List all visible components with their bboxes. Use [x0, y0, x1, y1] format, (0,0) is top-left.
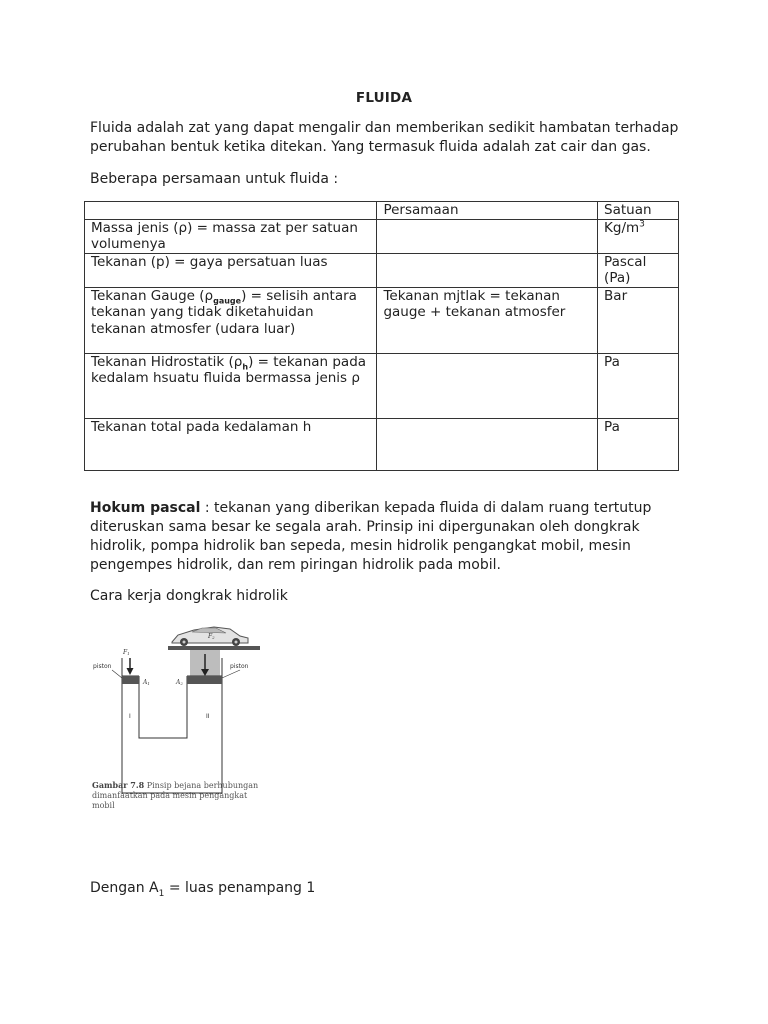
header-cell-persamaan: Persamaan — [377, 202, 598, 220]
header-cell-satuan: Satuan — [598, 202, 679, 220]
row-persamaan — [377, 253, 598, 287]
row-persamaan: Tekanan mjtlak = tekanan gauge + tekanan atmosfer — [377, 287, 598, 353]
row-satuan: Bar — [598, 287, 679, 353]
row-description: Tekanan Hidrostatik $(\rho_h)$ = tekanan pada kedalam hsuatu fluida bermassa jenis ρ — [85, 353, 377, 418]
figure-caption: Gambar 7.8 Pinsip bejana berhubungan dimanfaatkan pada mesin pengangkat mobil — [92, 780, 259, 810]
pointer-right — [222, 670, 240, 678]
row-description: Massa jenis (ρ) = massa zat per satuan volumenya — [85, 219, 377, 253]
table-header-row — [85, 202, 679, 220]
table-row — [85, 287, 679, 353]
piston-right — [187, 676, 222, 684]
intro-paragraph: Fluida adalah zat yang dapat mengalir dan memberikan sedikit hambatan terhadap perubahan bentuk ketika ditekan. Yang termasuk fluida adalah zat cair dan gas. — [90, 120, 679, 155]
row-satuan: Pa — [598, 353, 679, 418]
row-description: Tekanan (p) = gaya persatuan luas — [85, 253, 377, 287]
piston-left — [122, 676, 139, 684]
chamber-label-1: I — [129, 713, 131, 720]
row-satuan: Pa — [598, 418, 679, 470]
piston-label-right: piston — [230, 663, 249, 670]
platform — [168, 646, 260, 650]
a1-label: A1 — [143, 679, 150, 686]
row-satuan: Pascal (Pa) — [598, 253, 679, 287]
row-satuan: $Kg/m^3$ — [598, 219, 679, 253]
row-persamaan — [377, 353, 598, 418]
row-description: Tekanan total pada kedalaman h — [85, 418, 377, 470]
chamber-label-2: II — [206, 713, 210, 720]
equations-table — [84, 201, 679, 471]
a2-label: A2 — [176, 679, 183, 686]
f2-label: F2 — [208, 633, 215, 640]
row-description: Tekanan Gauge $(\rho_{gauge})$ = selisih antara tekanan yang tidak diketahuidan tekanan atmosfer (udara luar) — [85, 287, 377, 353]
equations-heading: Beberapa persamaan untuk fluida : — [90, 171, 339, 187]
table-row — [85, 219, 679, 253]
f1-arrow-head — [127, 668, 134, 675]
table-row — [85, 353, 679, 418]
header-cell-empty — [85, 202, 377, 220]
document-title: FLUIDA — [355, 90, 413, 106]
pascal-paragraph — [90, 499, 690, 575]
jack-heading: Cara kerja dongkrak hidrolik — [90, 588, 288, 604]
f1-label: F1 — [123, 649, 130, 656]
pascal-term: Hokum pascal — [90, 500, 201, 516]
table-row — [85, 418, 679, 470]
pointer-left — [112, 670, 122, 678]
piston-label-left: piston — [93, 663, 112, 670]
pascal-text: : tekanan yang diberikan kepada fluida di dalam ruang tertutup diteruskan sama besar ke segala arah. Prinsip ini dipergunakan oleh dongkrak hidrolik, pompa hidrolik ban sepeda, mesin hidrolik pengangkat mobil, mesin pengempes hidrolik, dan rem piringan hidrolik pada mobil. — [90, 500, 652, 573]
dengan-line: Dengan $A_1$ = luas penampang 1 — [90, 880, 316, 899]
row-persamaan — [377, 219, 598, 253]
table-row — [85, 253, 679, 287]
row-persamaan — [377, 418, 598, 470]
